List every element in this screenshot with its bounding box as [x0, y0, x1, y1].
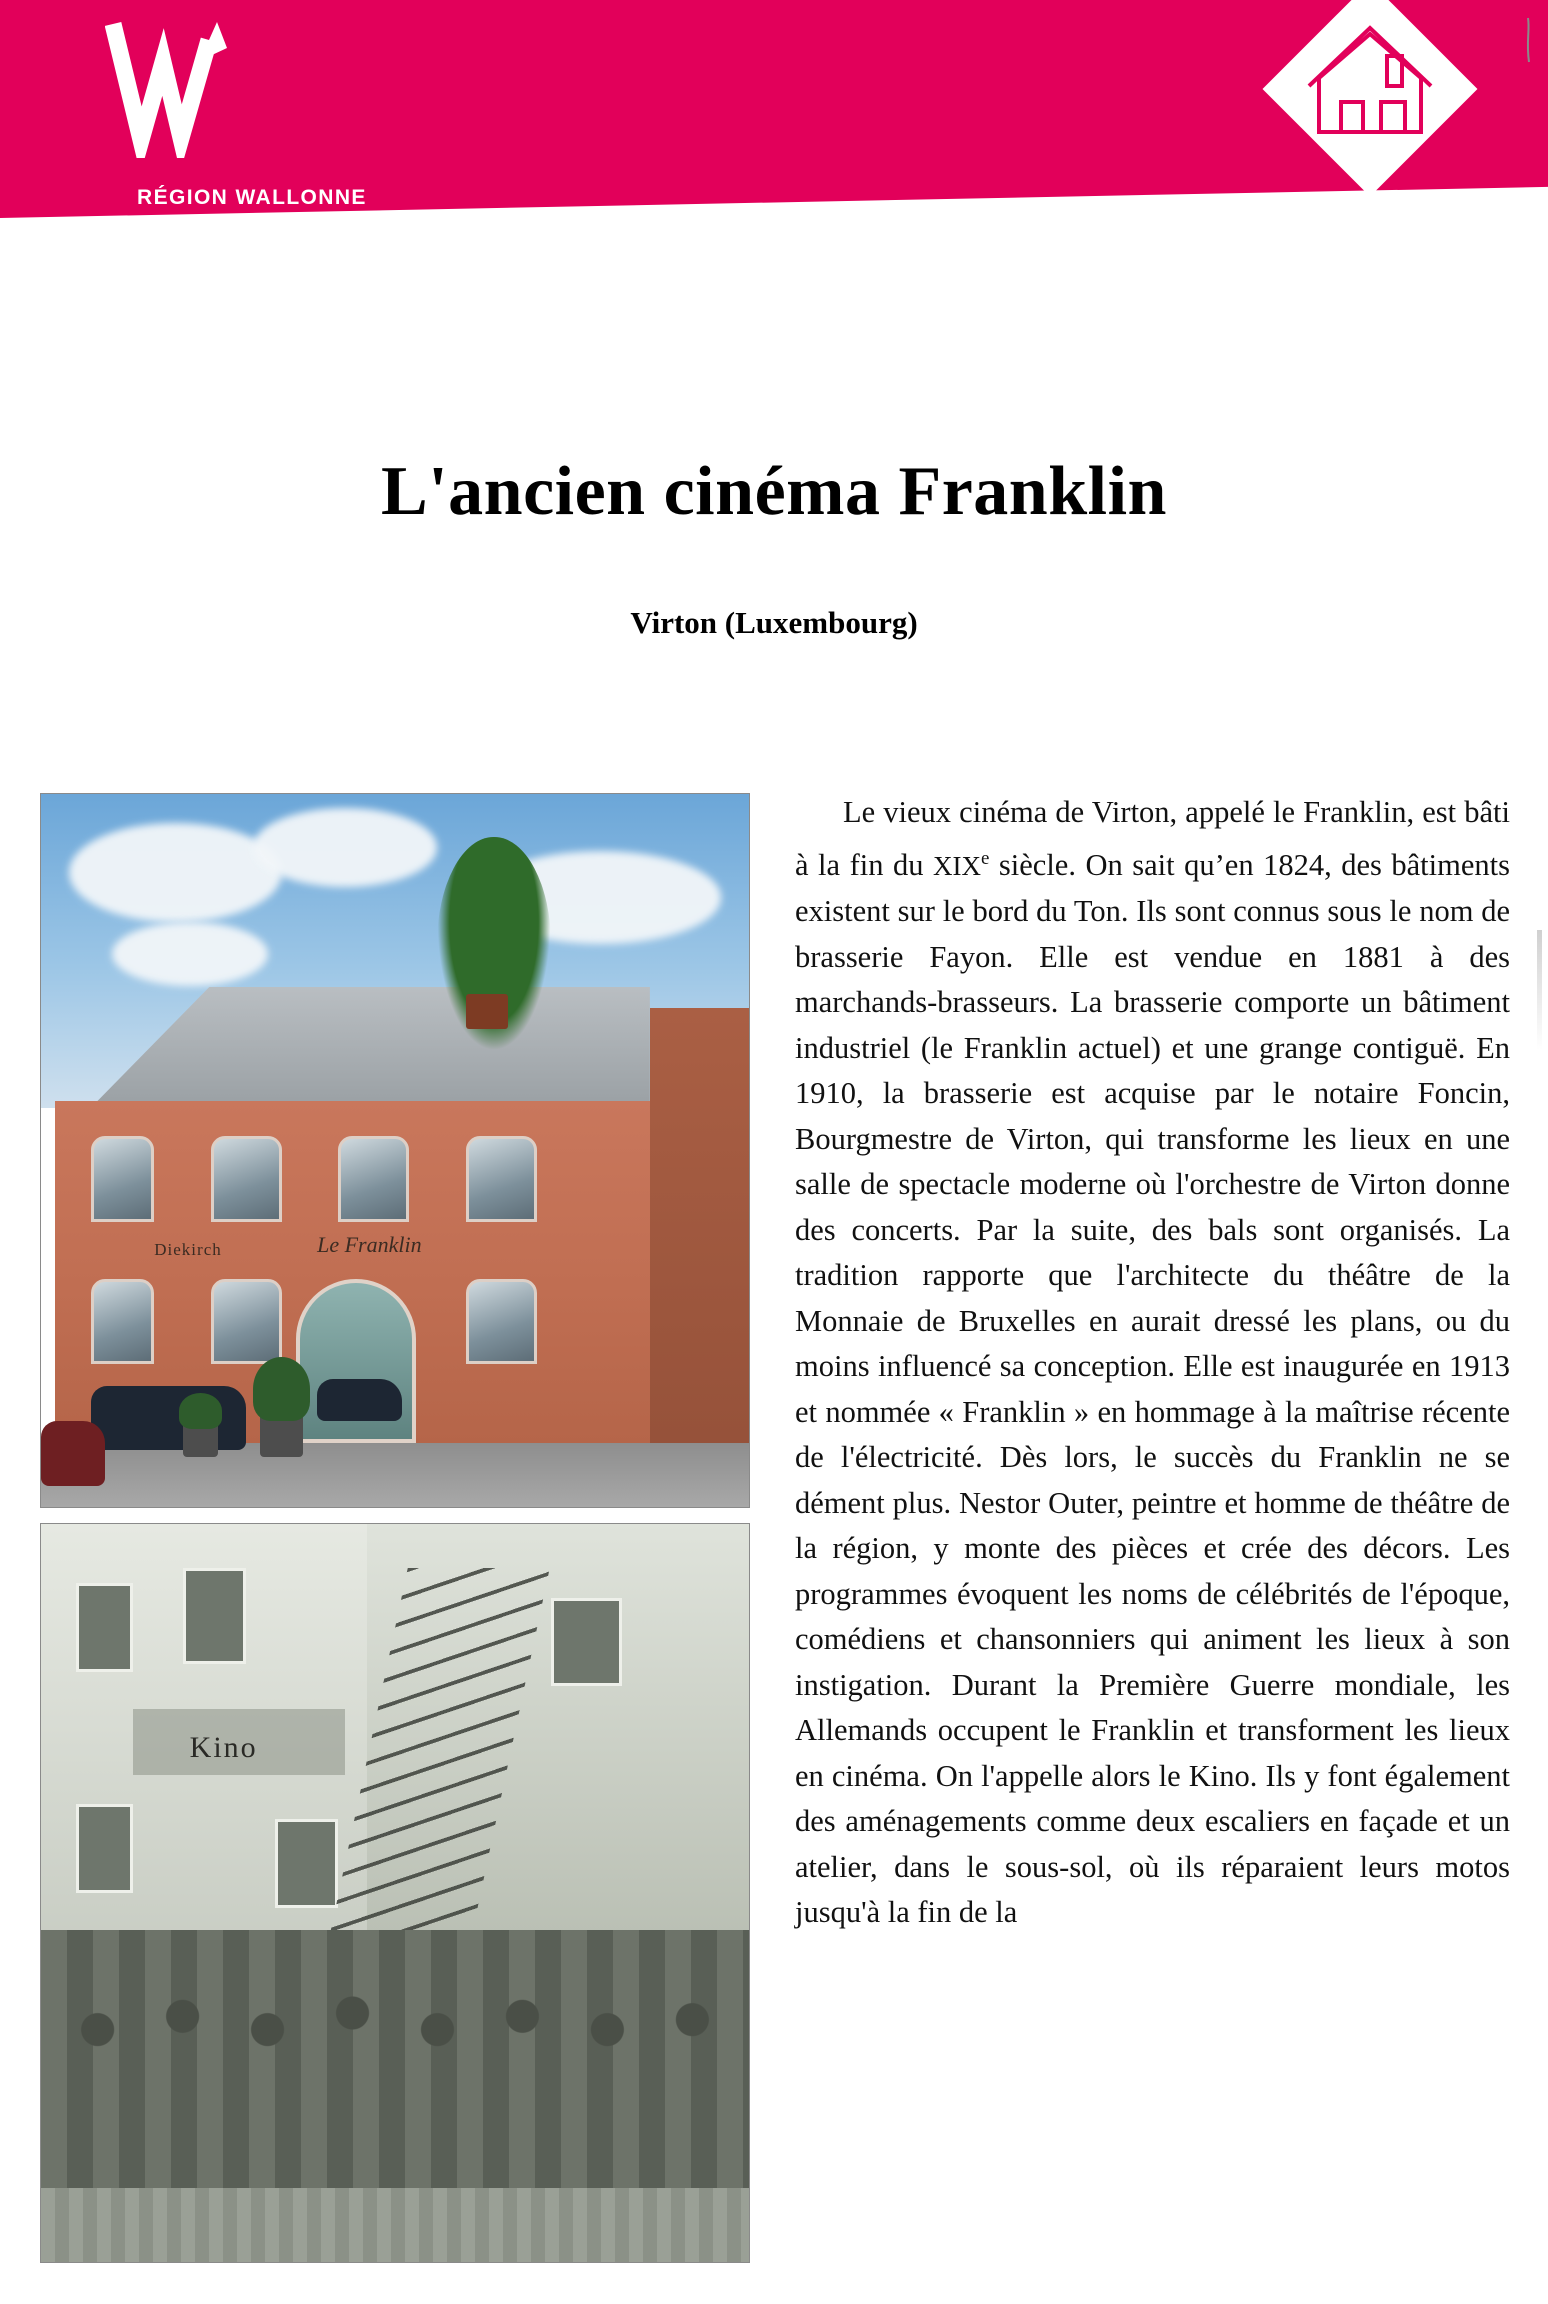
- body-text-part1: Le vieux cinéma de Virton, appelé le Franklin, est bâti à la fin du: [795, 795, 1510, 882]
- logo-caption: RÉGION WALLONNE: [137, 186, 367, 209]
- scan-edge-mark: [1537, 930, 1542, 1050]
- facade-sign-le-franklin: Le Franklin: [317, 1232, 422, 1258]
- header-band: [0, 0, 1548, 248]
- body-text-part2: siècle. On sait qu’en 1824, des bâtiments existent sur le bord du Ton. Ils sont connus sous le nom de brasserie Fayon. Elle est vendue en 1881 à des marchands-brasseurs. La brasserie comporte un bâtiment industriel (le Franklin actuel) et une grange contiguë. En 1910, la brasserie est acquise par le notaire Foncin, Bourgmestre de Virton, qui transforme les lieux en une salle de spectacle moderne où l'orchestre de Virton donne des concerts. Par la suite, des bals sont organisés. La tradition rapporte que l'architecte du théâtre de la Monnaie de Bruxelles en aurait dressé les plans, ou du moins influencé sa conception. Elle est inaugurée en 1913 et nommée « Franklin » en hommage à la maîtrise récente de l'électricité. Dès lors, le succès du Franklin ne se dément plus. Nestor Outer, peintre et homme de théâtre de la région, y monte des pièces et crée des décors. Les programmes évoquent les noms de célébrités de l'époque, comédiens et chansonniers qui animent les lieux à son instigation. Durant la Première Guerre mondiale, les Allemands occupent le Franklin et transforment les lieux en cinéma. On l'appelle alors le Kino. Ils y font également des aménagements comme deux escaliers en façade et un atelier, dans le sous-sol, où ils réparaient leurs motos jusqu'à la fin de la: [795, 847, 1510, 1930]
- page-corner-mark: [1508, 16, 1534, 64]
- kino-sign: Kino: [189, 1730, 258, 1764]
- century-numeral: XIX: [932, 850, 981, 881]
- figure-column: [40, 793, 750, 2263]
- page-title: L'ancien cinéma Franklin: [381, 453, 1167, 530]
- body-paragraph: [795, 790, 1510, 1936]
- wallonia-w-arrow-logo-icon: [105, 18, 255, 148]
- photo-franklin-facade-color: [40, 793, 750, 1508]
- heritage-house-diamond-icon: [1263, 0, 1478, 197]
- page-subtitle: Virton (Luxembourg): [630, 605, 918, 640]
- facade-sign-diekirch: Diekirch: [154, 1239, 222, 1259]
- century-suffix: e: [980, 847, 990, 869]
- photo-kino-soldiers-historic: [40, 1523, 750, 2263]
- logo-block: [105, 18, 385, 208]
- article-body: [795, 790, 1510, 1936]
